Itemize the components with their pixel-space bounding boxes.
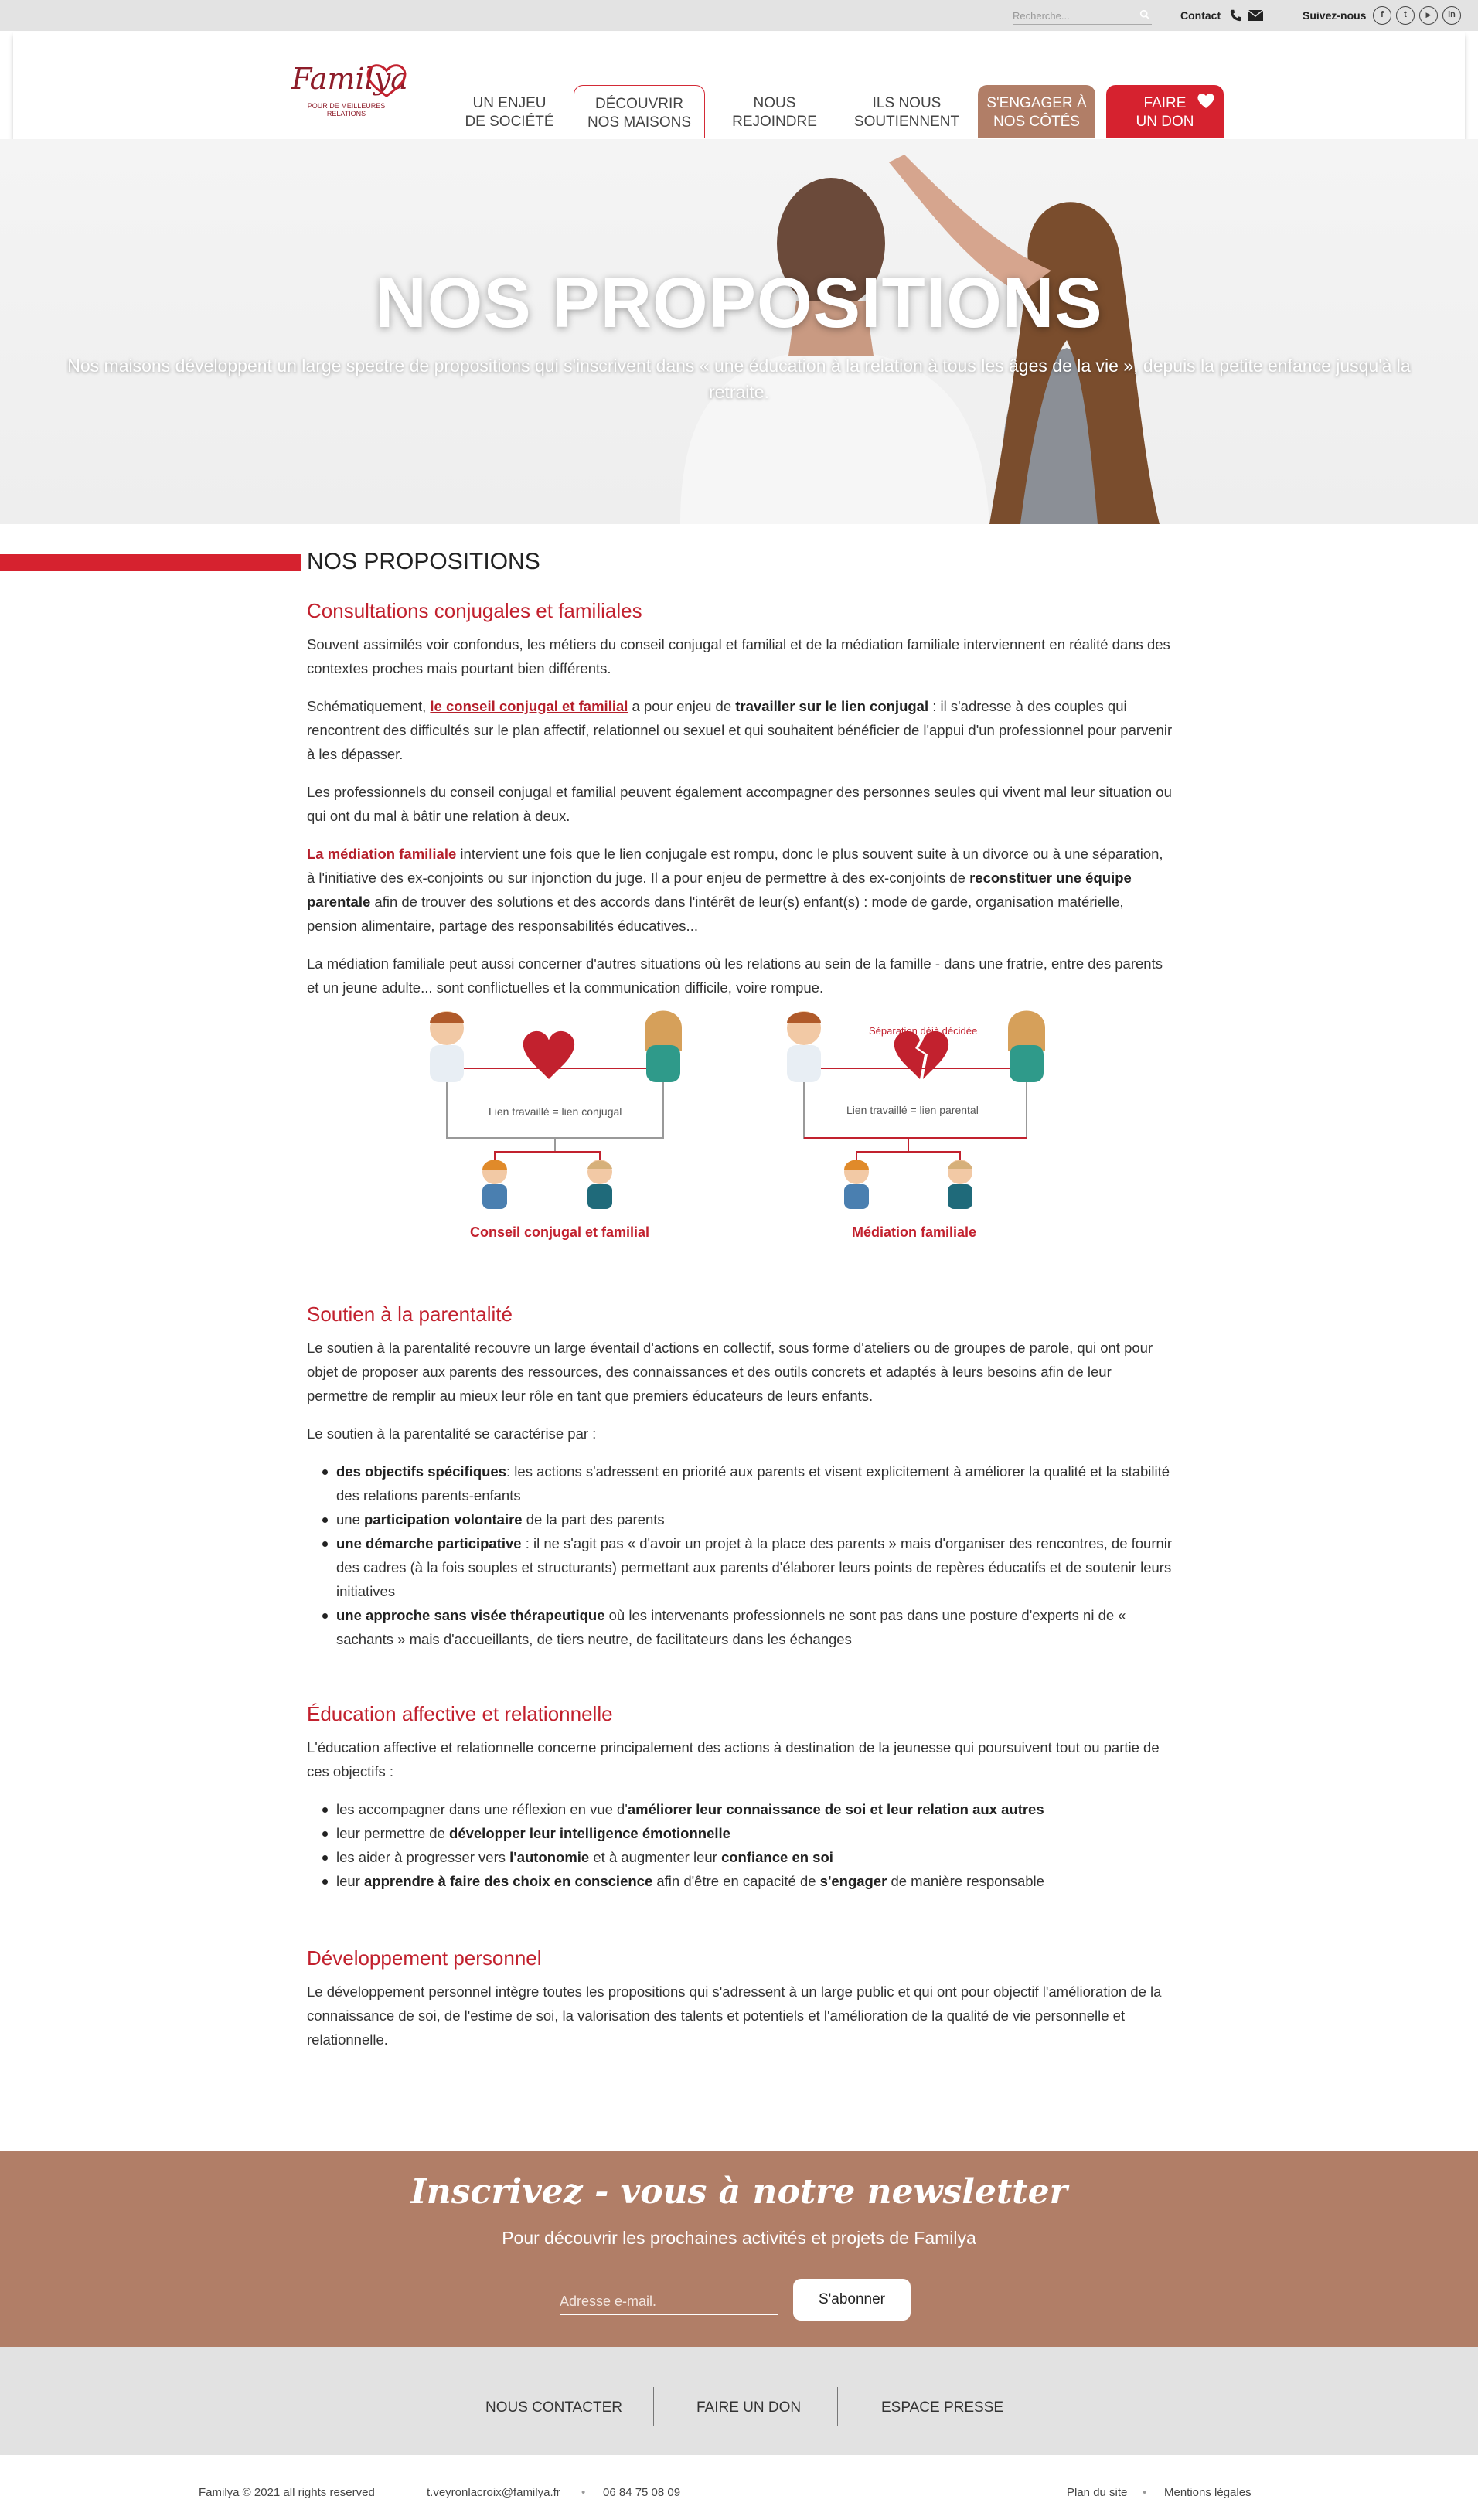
subscribe-button[interactable]: S'abonner (793, 2279, 911, 2321)
hero-banner (0, 139, 1478, 524)
consultations-body (307, 632, 1173, 1013)
footer-phone[interactable]: 06 84 75 08 09 (603, 2486, 681, 2499)
phone-icon[interactable] (1229, 9, 1243, 22)
paragraph: Le soutien à la parentalité se caractérise par : (307, 1425, 597, 1442)
list-item: les accompagner dans une réflexion en vue d'améliorer leur connaissance de soi et leur relation aux autres (322, 1797, 1173, 1821)
list-item: leur apprendre à faire des choix en conscience afin d'être en capacité de s'engager de manière responsable (322, 1869, 1173, 1893)
comparison-diagram (402, 1005, 1067, 1252)
section-accent-bar (0, 554, 301, 571)
newsletter-section (0, 2151, 1478, 2347)
sitemap-link[interactable]: Plan du site (1067, 2486, 1128, 2499)
legal-link[interactable]: Mentions légales (1164, 2486, 1252, 2499)
paragraph: Schématiquement, le conseil conjugal et familial a pour enjeu de travailler sur le lien conjugal : il s'adresse à des couples qui rencontrent des difficultés sur le plan affectif, relationnel ou sexuel et qui souhaitent bénéficier de l'appui d'un professionnel pour parvenir à les dépasser. (307, 698, 1173, 762)
footer-link-don[interactable]: FAIRE UN DON (696, 2399, 802, 2416)
footer-divider (653, 2387, 654, 2426)
list-item: une approche sans visée thérapeutique où les intervenants professionnels ne sont pas dans une posture d'experts ni de « sachants » mais d'accueillants, de tiers neutre, de facilitateurs dans les échanges (322, 1603, 1173, 1651)
facebook-icon[interactable]: f (1373, 6, 1391, 25)
link-mediation-familiale[interactable]: La médiation familiale (307, 846, 457, 862)
nav-s-engager-a-nos-cotes[interactable]: S'ENGAGER À NOS CÔTÉS (978, 85, 1095, 138)
paragraph: Souvent assimilés voir confondus, les métiers du conseil conjugal et familial et de la médiation familiale interviennent en réalité dans des contextes proches mais pourtant bien différents. (307, 636, 1170, 676)
footer-links (0, 2347, 1478, 2455)
logo-heart-icon (364, 62, 409, 99)
parentalite-list (322, 1459, 1173, 1651)
logo-tagline: POUR DE MEILLEURES RELATIONS (307, 102, 386, 117)
paragraph: La médiation familiale peut aussi concerner d'autres situations où les relations au sein de la famille - dans une fratrie, entre des parents et un jeune adulte... sont conflictuelles et la communication difficile, voire rompue. (307, 955, 1163, 996)
nav-nous-rejoindre[interactable]: NOUS REJOINDRE (732, 95, 817, 130)
nav-decouvrir-nos-maisons[interactable]: DÉCOUVRIR NOS MAISONS (574, 85, 705, 138)
mail-icon[interactable] (1248, 10, 1263, 21)
education-affective-body (307, 1735, 1173, 1893)
hero-title: NOS PROPOSITIONS (375, 264, 1103, 342)
separator-dot: • (581, 2486, 586, 2499)
search-placeholder: Recherche... (1013, 10, 1070, 22)
top-utility-bar (0, 0, 1478, 31)
diagram-right-note: Lien travaillé = lien parental (846, 1104, 979, 1116)
diagram-right-top-note: Séparation déjà décidée (869, 1025, 978, 1037)
paragraph: Le soutien à la parentalité recouvre un large éventail d'actions en collectif, sous forme d'ateliers ou de groupes de parole, qui ont pour objet de proposer aux parents des ressources, des connaissances et des outils concrets et adaptés à leurs besoins afin de leur permettre de remplir au mieux leur rôle en tant que premiers éducateurs de leurs enfants. (307, 1340, 1153, 1404)
footer-email[interactable]: t.veyronlacroix@familya.fr (427, 2486, 560, 2499)
footer-link-contact[interactable]: NOUS CONTACTER (485, 2399, 622, 2416)
list-item: une démarche participative : il ne s'agit pas « d'avoir un projet à la place des parents » mais d'organiser des rencontres, de fournir des cadres (à la fois souples et structurants) permettant aux parents d'élaborer leurs points de repères éducatifs et de soutenir leurs initiatives (322, 1531, 1173, 1603)
site-logo[interactable] (273, 59, 420, 121)
site-header (13, 32, 1465, 139)
footer-link-presse[interactable]: ESPACE PRESSE (881, 2399, 1004, 2416)
newsletter-email-input[interactable]: Adresse e-mail. (560, 2294, 778, 2315)
paragraph: La médiation familiale intervient une fois que le lien conjugale est rompu, donc le plus souvent suite à un divorce ou à une séparation, à l'initiative des ex-conjoints ou sur injonction du juge. Il a pour enjeu de permettre à des ex-conjoints de reconstituer une équipe parentale afin de trouver des solutions et des accords dans l'intérêt de leur(s) enfant(s) : mode de garde, organisation matérielle, pension alimentaire, partage des responsabilités éducatives... (307, 846, 1163, 934)
heading-consultations: Consultations conjugales et familiales (307, 599, 642, 622)
list-item: des objectifs spécifiques: les actions s'adressent en priorité aux parents et visent explicitement à améliorer la qualité et la stabilité des relations parents-enfants (322, 1459, 1173, 1507)
footer-divider (837, 2387, 838, 2426)
nav-ils-nous-soutiennent[interactable]: ILS NOUS SOUTIENNENT (853, 95, 960, 130)
list-item: les aider à progresser vers l'autonomie et à augmenter leur confiance en soi (322, 1845, 1173, 1869)
nav-un-enjeu-de-societe[interactable]: UN ENJEU DE SOCIÉTÉ (465, 95, 554, 130)
linkedin-icon[interactable]: in (1442, 6, 1461, 25)
list-item: une participation volontaire de la part des parents (322, 1507, 1173, 1531)
newsletter-title: Inscrivez - vous à notre newsletter (410, 2172, 1068, 2212)
contact-link[interactable]: Contact (1180, 9, 1221, 22)
heart-icon (1196, 91, 1216, 110)
twitter-icon[interactable]: t (1396, 6, 1415, 25)
diagram-left-note: Lien travaillé = lien conjugal (489, 1105, 622, 1118)
hero-subtitle: Nos maisons développent un large spectre de propositions qui s'inscrivent dans « une éducation à la relation à tous les âges de la vie », depuis la petite enfance jusqu'à la retraite. (67, 356, 1411, 402)
nav-faire-un-don[interactable]: FAIRE UN DON (1106, 85, 1224, 138)
section-title: NOS PROPOSITIONS (307, 549, 540, 574)
developpement-personnel-body (307, 1980, 1173, 2065)
copyright: Familya © 2021 all rights reserved (199, 2486, 375, 2499)
follow-us-label: Suivez-nous (1303, 9, 1367, 22)
diagram-illustration (402, 1005, 1067, 1252)
list-item: leur permettre de développer leur intelligence émotionnelle (322, 1821, 1173, 1845)
heading-soutien-parentalite: Soutien à la parentalité (307, 1303, 513, 1326)
paragraph: Le développement personnel intègre toutes les propositions qui s'adressent à un large public et qui ont pour objectif l'amélioration de la connaissance de soi, de l'estime de soi, la valorisation des talents et potentiels et l'amélioration de la qualité de vie personnelle et relationnelle. (307, 1984, 1162, 2048)
separator-dot: • (1143, 2486, 1147, 2499)
heading-developpement-personnel: Développement personnel (307, 1946, 542, 1970)
newsletter-subtitle: Pour découvrir les prochaines activités et projets de Familya (502, 2228, 976, 2248)
education-list (322, 1797, 1173, 1893)
heading-education-affective: Éducation affective et relationnelle (307, 1702, 613, 1725)
link-conseil-conjugal[interactable]: le conseil conjugal et familial (430, 698, 628, 714)
paragraph: L'éducation affective et relationnelle concerne principalement des actions à destination de la jeunesse qui poursuivent tout ou partie de ces objectifs : (307, 1739, 1160, 1779)
youtube-icon[interactable]: ▶ (1419, 6, 1438, 25)
logo-wordmark: Familya (291, 62, 408, 96)
bottom-bar (0, 2455, 1478, 2520)
search-icon[interactable] (1139, 9, 1150, 20)
diagram-left-caption: Conseil conjugal et familial (470, 1224, 650, 1240)
diagram-right-caption: Médiation familiale (852, 1224, 977, 1240)
search-input[interactable] (1013, 6, 1152, 25)
paragraph: Les professionnels du conseil conjugal et familial peuvent également accompagner des personnes seules qui vivent mal leur situation ou qui ont du mal à bâtir une relation à deux. (307, 784, 1172, 824)
soutien-parentalite-body (307, 1336, 1173, 1651)
